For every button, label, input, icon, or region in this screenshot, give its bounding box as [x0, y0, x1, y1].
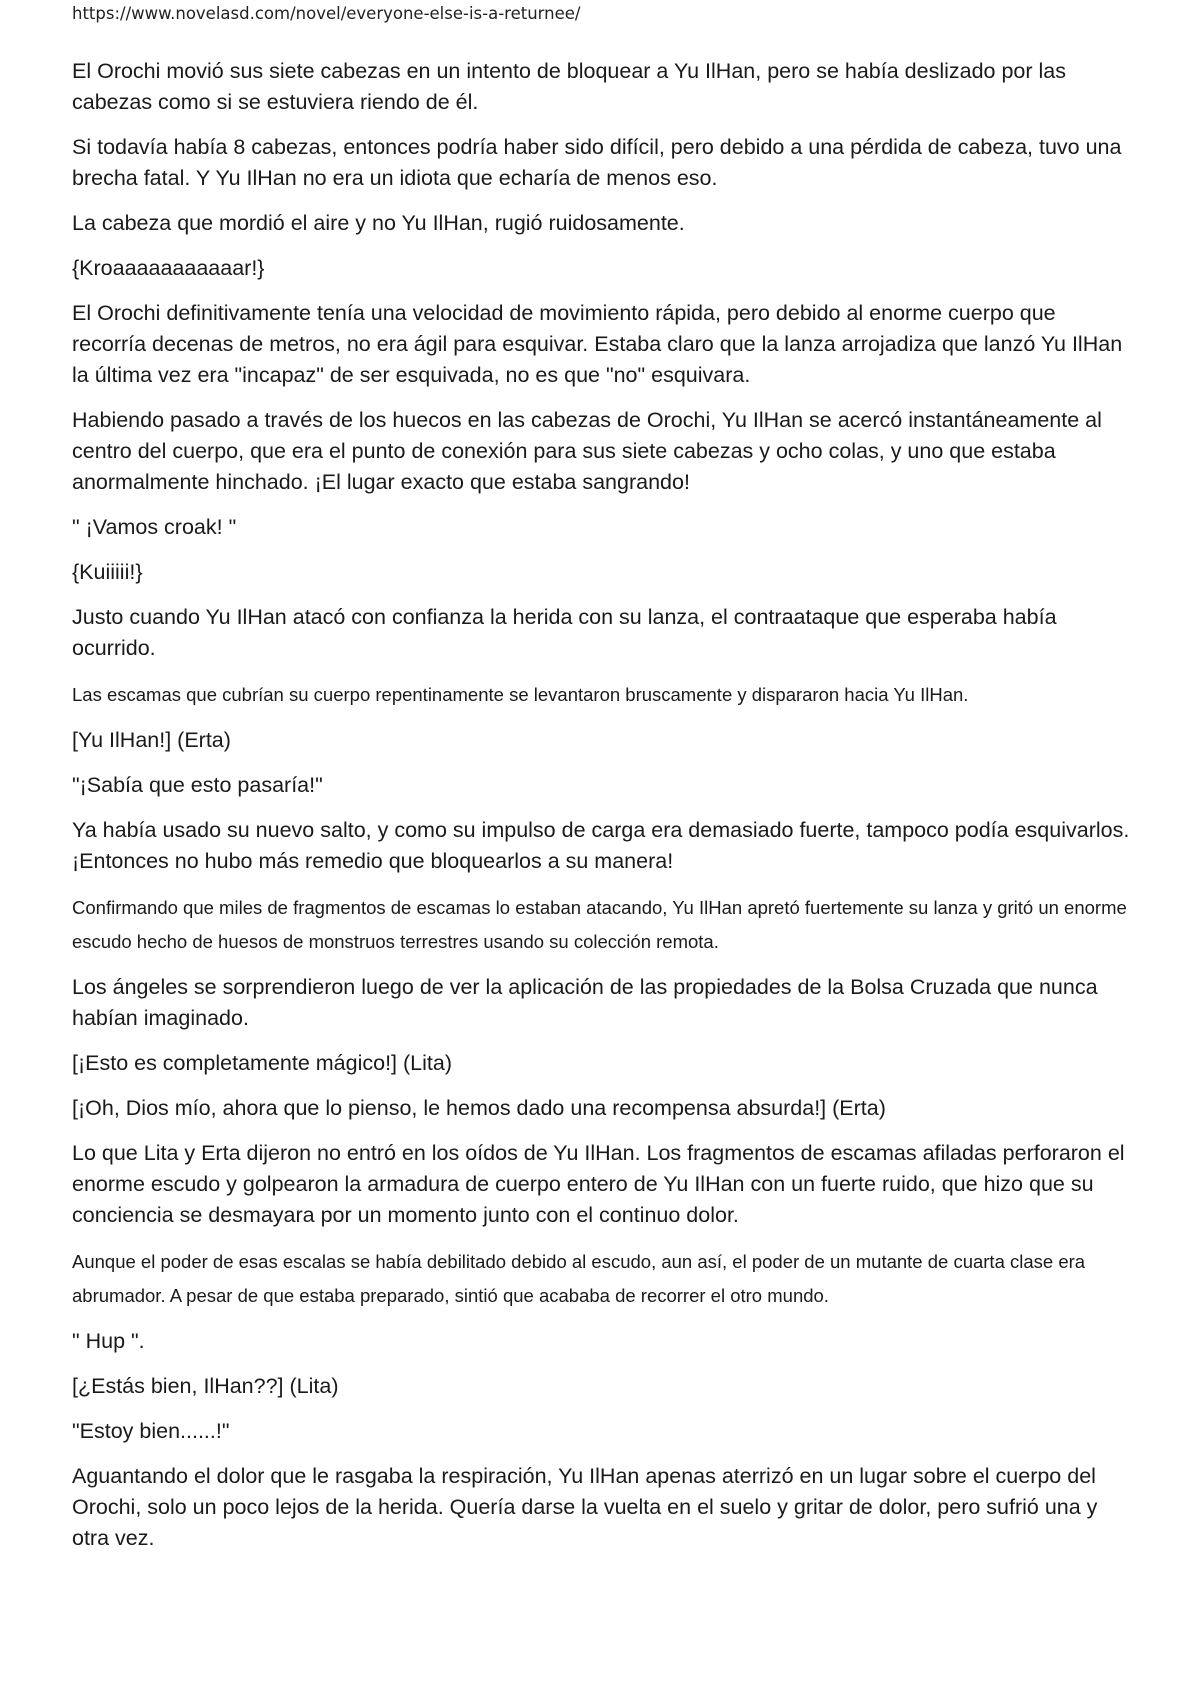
- paragraph: El Orochi definitivamente tenía una velocidad de movimiento rápida, pero debido al enorme cuerpo que recorría decenas de metros, no era ágil para esquivar. Estaba claro que la lanza arrojadiza que lanzó Yu IlHan la última vez era "incapaz" de ser esquivada, no es que "no" esquivara.: [72, 301, 1123, 387]
- paragraph: Los ángeles se sorprendieron luego de ver la aplicación de las propiedades de la Bolsa Cruzada que nunca habían imaginado.: [72, 975, 1098, 1030]
- paragraph: [¡Oh, Dios mío, ahora que lo pienso, le hemos dado una recompensa absurda!] (Erta): [72, 1096, 886, 1120]
- paragraph: " ¡Vamos croak! ": [72, 515, 237, 539]
- paragraph: "Estoy bien......!": [72, 1419, 230, 1443]
- paragraph: Ya había usado su nuevo salto, y como su impulso de carga era demasiado fuerte, tampoco podía esquivarlos. ¡Entonces no hubo más remedio que bloquearlos a su manera!: [72, 818, 1130, 873]
- paragraph: {Kuiiiii!}: [72, 560, 143, 584]
- paragraph: Confirmando que miles de fragmentos de escamas lo estaban atacando, Yu IlHan apretó fuertemente su lanza y gritó un enorme escudo hecho de huesos de monstruos terrestres usando su colección remota.: [72, 897, 1127, 952]
- document-body: [72, 56, 1130, 1568]
- paragraph: Aunque el poder de esas escalas se había debilitado debido al escudo, aun así, el poder de un mutante de cuarta clase era abrumador. A pesar de que estaba preparado, sintió que acababa de recorrer el otro mundo.: [72, 1251, 1086, 1306]
- paragraph: El Orochi movió sus siete cabezas en un intento de bloquear a Yu IlHan, pero se había deslizado por las cabezas como si se estuviera riendo de él.: [72, 59, 1066, 114]
- page-url: https://www.novelasd.com/novel/everyone-else-is-a-returnee/: [72, 4, 581, 23]
- paragraph: Justo cuando Yu IlHan atacó con confianza la herida con su lanza, el contraataque que esperaba había ocurrido.: [72, 605, 1057, 660]
- paragraph: [Yu IlHan!] (Erta): [72, 728, 231, 752]
- paragraph: La cabeza que mordió el aire y no Yu IlHan, rugió ruidosamente.: [72, 211, 685, 235]
- paragraph: "¡Sabía que esto pasaría!": [72, 773, 323, 797]
- paragraph: Si todavía había 8 cabezas, entonces podría haber sido difícil, pero debido a una pérdida de cabeza, tuvo una brecha fatal. Y Yu IlHan no era un idiota que echaría de menos eso.: [72, 135, 1122, 190]
- paragraph: {Kroaaaaaaaaaaar!}: [72, 256, 265, 280]
- paragraph: Aguantando el dolor que le rasgaba la respiración, Yu IlHan apenas aterrizó en un lugar sobre el cuerpo del Orochi, solo un poco lejos de la herida. Quería darse la vuelta en el suelo y gritar de dolor, pero sufrió una y otra vez.: [72, 1464, 1098, 1550]
- paragraph: " Hup ".: [72, 1329, 145, 1353]
- paragraph: [¿Estás bien, IlHan??] (Lita): [72, 1374, 339, 1398]
- paragraph: [¡Esto es completamente mágico!] (Lita): [72, 1051, 452, 1075]
- paragraph: Habiendo pasado a través de los huecos en las cabezas de Orochi, Yu IlHan se acercó instantáneamente al centro del cuerpo, que era el punto de conexión para sus siete cabezas y ocho colas, y uno que estaba anormalmente hinchado. ¡El lugar exacto que estaba sangrando!: [72, 408, 1102, 494]
- paragraph: Las escamas que cubrían su cuerpo repentinamente se levantaron bruscamente y dispararon hacia Yu IlHan.: [72, 684, 969, 705]
- paragraph: Lo que Lita y Erta dijeron no entró en los oídos de Yu IlHan. Los fragmentos de escamas afiladas perforaron el enorme escudo y golpearon la armadura de cuerpo entero de Yu IlHan con un fuerte ruido, que hizo que su conciencia se desmayara por un momento junto con el continuo dolor.: [72, 1141, 1125, 1227]
